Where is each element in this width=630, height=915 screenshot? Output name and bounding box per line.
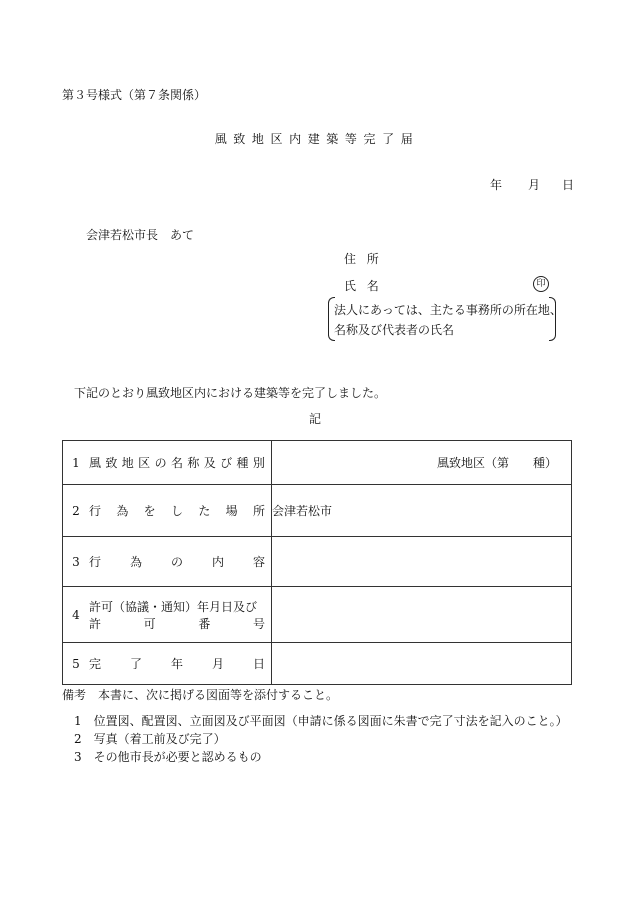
permit-info-field[interactable] (272, 587, 572, 643)
corporate-note-line1: 法人にあっては、主たる事務所の所在地、 (334, 303, 562, 317)
row-number: 3 (63, 537, 88, 587)
table-row (63, 485, 572, 537)
details-table (62, 440, 572, 685)
label-line1: 許可（協議・通知）年月日及び (89, 599, 258, 614)
row-label (87, 537, 272, 587)
date-month-label: 月 (528, 178, 541, 192)
name-label: 氏名 (344, 279, 390, 293)
location-value-field[interactable]: 会津若松市 (272, 485, 572, 537)
record-label: 記 (308, 412, 321, 426)
seal-mark: 印 (533, 276, 549, 292)
label-spread: 完 了 年 月 日 (89, 657, 265, 671)
notes-header: 備考 本書に、次に掲げる図面等を添付すること。 (62, 688, 339, 702)
statement: 下記のとおり風致地区内における建築等を完了しました。 (74, 386, 387, 400)
row-label (87, 441, 272, 485)
row-label (87, 643, 272, 685)
row-label (87, 485, 272, 537)
right-bracket (549, 297, 556, 341)
row-number: 2 (63, 485, 88, 537)
table-row (63, 587, 572, 643)
row-label (87, 587, 272, 643)
table-row (63, 537, 572, 587)
table-row (63, 643, 572, 685)
address-label: 住所 (344, 252, 390, 266)
row-number: 1 (63, 441, 88, 485)
date-day-label: 日 (562, 178, 575, 192)
addressee: 会津若松市長 あて (86, 228, 195, 242)
completion-date-field[interactable] (272, 643, 572, 685)
corporate-note-line2: 名称及び代表者の氏名 (334, 323, 455, 337)
label-spread: 行 為 を し た 場 所 (89, 504, 265, 518)
date-year-label: 年 (490, 178, 503, 192)
row-number: 4 (63, 587, 88, 643)
note-item: 1 位置図、配置図、立面図及び平面図（申請に係る図面に朱書で完了寸法を記入のこと。） (74, 714, 568, 728)
label-line2: 許 可 番 号 (89, 616, 265, 631)
note-item: 3 その他市長が必要と認めるもの (74, 750, 262, 764)
form-number: 第３号様式（第７条関係） (62, 88, 207, 102)
row-number: 5 (63, 643, 88, 685)
label-spread: 行 為 の 内 容 (89, 555, 265, 569)
document-title: 風致地区内建築等完了届 (214, 132, 420, 146)
table-row (63, 441, 572, 485)
label-spread: 風 致 地 区 の 名 称 及 び 種 別 (89, 456, 265, 470)
activity-content-field[interactable] (272, 537, 572, 587)
note-item: 2 写真（着工前及び完了） (74, 732, 226, 746)
corporate-note (328, 297, 562, 341)
district-value-field[interactable]: 風致地区（第 種） (272, 441, 572, 485)
